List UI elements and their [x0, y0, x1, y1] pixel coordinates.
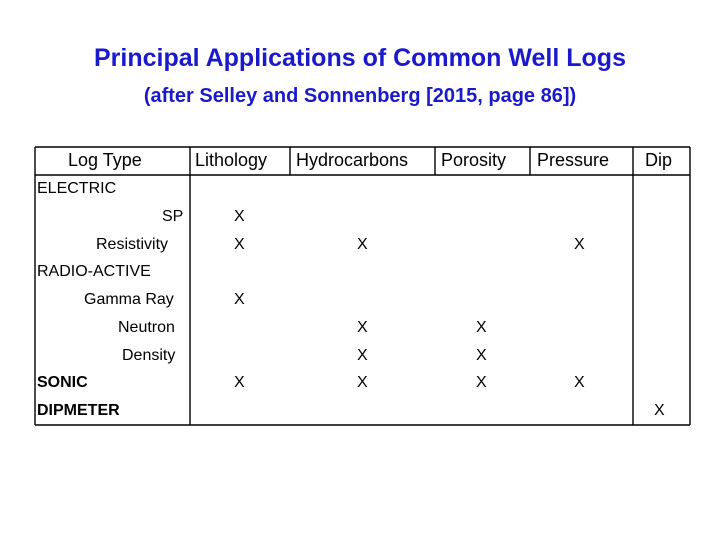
row-label-dipmeter: DIPMETER	[37, 402, 120, 419]
header-lithology: Lithology	[195, 150, 268, 170]
mark-density-porosity: X	[476, 347, 487, 364]
mark-neutron-hydrocarbons: X	[357, 319, 368, 336]
mark-resistivity-pressure: X	[574, 236, 585, 253]
page-subtitle: (after Selley and Sonnenberg [2015, page 86])	[143, 85, 577, 107]
mark-gamma-ray-lithology: X	[234, 291, 245, 308]
row-label-gamma-ray: Gamma Ray	[84, 291, 174, 308]
mark-sonic-lithology: X	[234, 374, 245, 391]
row-label-radio-active: RADIO-ACTIVE	[37, 263, 151, 280]
header-log-type: Log Type	[68, 150, 142, 170]
header-porosity: Porosity	[441, 150, 507, 170]
mark-sonic-porosity: X	[476, 374, 487, 391]
page-title: Principal Applications of Common Well Logs	[94, 44, 626, 72]
mark-resistivity-hydrocarbons: X	[357, 236, 368, 253]
header-dip: Dip	[645, 150, 673, 170]
row-label-sonic: SONIC	[37, 374, 88, 391]
row-label-electric: ELECTRIC	[37, 180, 117, 197]
mark-sonic-pressure: X	[574, 374, 585, 391]
row-label-sp: SP	[162, 208, 184, 225]
mark-density-hydrocarbons: X	[357, 347, 368, 364]
mark-dipmeter-dip: X	[654, 402, 665, 419]
mark-sonic-hydrocarbons: X	[357, 374, 368, 391]
mark-sp-lithology: X	[234, 208, 245, 225]
header-pressure: Pressure	[537, 150, 610, 170]
mark-neutron-porosity: X	[476, 319, 487, 336]
header-hydrocarbons: Hydrocarbons	[296, 150, 409, 170]
row-label-neutron: Neutron	[118, 319, 175, 336]
row-label-density: Density	[122, 347, 176, 364]
mark-resistivity-lithology: X	[234, 236, 245, 253]
row-label-resistivity: Resistivity	[96, 236, 169, 253]
